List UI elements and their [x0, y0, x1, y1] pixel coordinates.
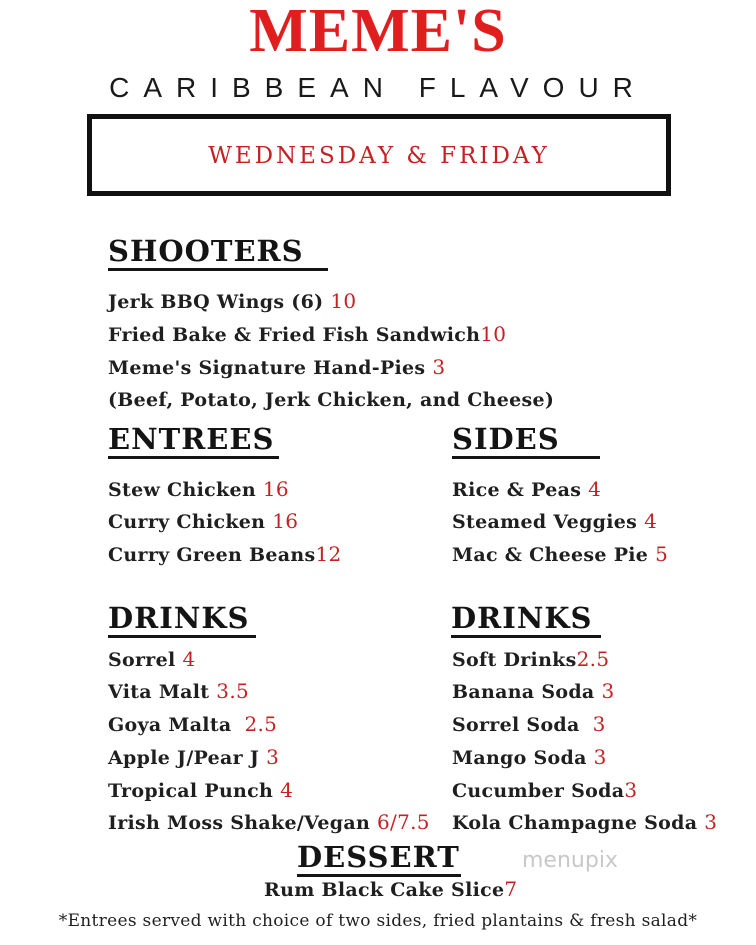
menu-item — [108, 322, 506, 347]
sides-heading-text: SIDES — [452, 422, 560, 456]
dessert-heading-text: DESSERT — [297, 840, 460, 874]
restaurant-title: MEME'S — [249, 0, 507, 65]
item-name: Banana Soda — [452, 681, 595, 703]
item-price: 4 — [644, 509, 658, 533]
item-price: 16 — [262, 477, 289, 501]
item-name: Curry Chicken — [108, 511, 266, 533]
item-name: Stew Chicken — [108, 479, 256, 501]
drinks-left-underline — [108, 635, 256, 638]
item-name: Rum Black Cake Slice — [264, 879, 505, 901]
shooters-heading-text: SHOOTERS — [108, 234, 304, 268]
shooters-underline — [108, 268, 328, 271]
item-price: 10 — [330, 289, 357, 313]
days-text: WEDNESDAY & FRIDAY — [208, 143, 550, 169]
item-name: Curry Green Beans — [108, 544, 316, 566]
item-name: Kola Champagne Soda — [452, 812, 698, 834]
entrees-heading-text: ENTREES — [108, 422, 275, 456]
item-name: Sorrel — [108, 649, 176, 671]
days-box — [87, 114, 671, 196]
menu-item — [452, 778, 637, 803]
section-heading-drinks-right — [451, 601, 592, 635]
menu-item — [452, 542, 668, 567]
drinks-right-heading-text: DRINKS — [451, 601, 593, 635]
section-heading-drinks-left — [108, 601, 249, 635]
item-name: Tropical Punch — [108, 780, 274, 802]
item-name: Vita Malt — [108, 681, 210, 703]
menu-item — [452, 712, 606, 737]
watermark: menupix — [522, 848, 618, 873]
item-price: 6/7.5 — [377, 810, 430, 834]
item-price: 3 — [592, 712, 606, 736]
restaurant-subtitle: CARIBBEAN FLAVOUR — [109, 72, 647, 103]
item-price: 16 — [272, 509, 299, 533]
menu-item — [108, 509, 298, 534]
menu-item — [452, 810, 717, 835]
item-price: 7 — [504, 877, 518, 901]
menu-item-note — [108, 388, 554, 412]
item-price: 10 — [480, 322, 507, 346]
item-price: 3 — [266, 745, 280, 769]
item-price: 4 — [588, 477, 602, 501]
item-name: Mac & Cheese Pie — [452, 544, 649, 566]
section-heading-entrees — [108, 422, 274, 456]
item-price: 12 — [315, 542, 342, 566]
menu-item — [452, 477, 601, 502]
item-name: Sorrel Soda — [452, 714, 580, 736]
menu-item — [108, 647, 195, 672]
item-name: Apple J/Pear J — [108, 747, 260, 769]
item-price: 3.5 — [216, 679, 250, 703]
menu-item — [108, 810, 430, 835]
drinks-left-heading-text: DRINKS — [108, 601, 250, 635]
item-name: Cucumber Soda — [452, 780, 625, 802]
menu-item — [108, 679, 249, 704]
footnote: *Entrees served with choice of two sides, fried plantains & fresh salad* — [58, 911, 698, 931]
menu-item — [108, 712, 277, 737]
item-name: Soft Drinks — [452, 649, 577, 671]
item-price: 4 — [182, 647, 196, 671]
menu-item — [452, 679, 614, 704]
entrees-underline — [108, 456, 279, 459]
menu-item — [452, 647, 609, 672]
sides-underline — [452, 456, 600, 459]
section-heading-dessert — [297, 840, 460, 874]
section-heading-shooters — [108, 234, 304, 268]
item-price: 4 — [280, 778, 294, 802]
menu-item — [108, 477, 289, 502]
item-name: (Beef, Potato, Jerk Chicken, and Cheese) — [108, 389, 555, 411]
item-price: 3 — [593, 745, 607, 769]
item-name: Irish Moss Shake/Vegan — [108, 812, 371, 834]
item-price: 2.5 — [576, 647, 610, 671]
menu-item — [108, 542, 342, 567]
menu-item — [452, 509, 657, 534]
item-price: 5 — [655, 542, 669, 566]
item-name: Rice & Peas — [452, 479, 582, 501]
menu-item — [108, 745, 279, 770]
item-price: 3 — [432, 355, 446, 379]
menu-item — [264, 877, 517, 902]
item-name: Goya Malta — [108, 714, 232, 736]
item-name: Fried Bake & Fried Fish Sandwich — [108, 324, 481, 346]
item-name: Jerk BBQ Wings (6) — [108, 291, 324, 313]
menu-item — [108, 289, 356, 314]
item-price: 3 — [624, 778, 638, 802]
menu-item — [452, 745, 607, 770]
item-price: 2.5 — [244, 712, 278, 736]
section-heading-sides — [452, 422, 560, 456]
menu-item — [108, 778, 293, 803]
item-price: 3 — [704, 810, 718, 834]
item-name: Mango Soda — [452, 747, 587, 769]
menu-item — [108, 355, 445, 380]
item-price: 3 — [601, 679, 615, 703]
item-name: Meme's Signature Hand-Pies — [108, 357, 426, 379]
item-name: Steamed Veggies — [452, 511, 638, 533]
drinks-right-underline — [451, 635, 601, 638]
